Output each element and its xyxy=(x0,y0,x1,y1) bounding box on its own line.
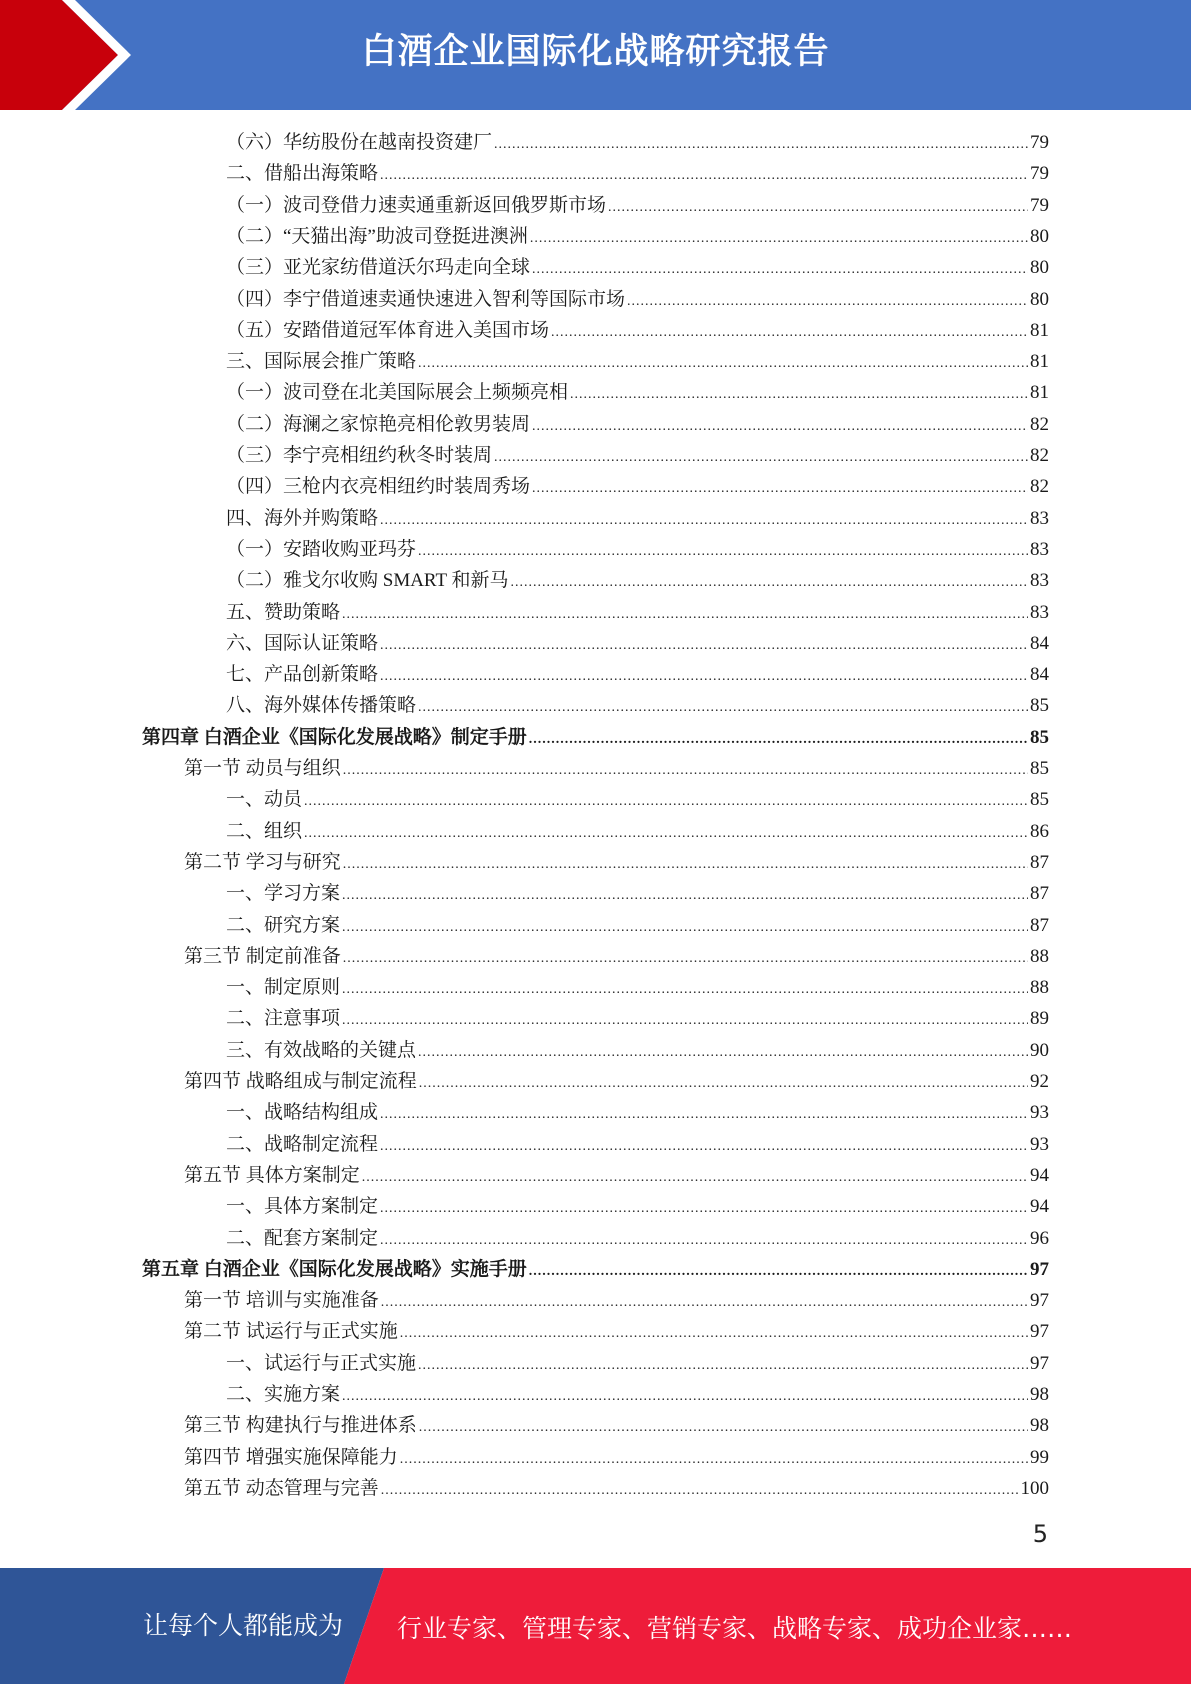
toc-entry-title: 第四章 白酒企业《国际化发展战略》制定手册 xyxy=(142,726,527,748)
toc-entry-row[interactable] xyxy=(226,565,1049,596)
toc-entry-title: 第四节 战略组成与制定流程 xyxy=(184,1071,417,1092)
toc-page-number: 87 xyxy=(1030,851,1049,873)
toc-entry-title: 五、赞助策略 xyxy=(226,601,341,623)
toc-dot-leader xyxy=(342,880,1028,911)
toc-section-row[interactable] xyxy=(184,1285,1049,1316)
toc-entry-title: 第五节 动态管理与完善 xyxy=(184,1477,379,1499)
toc-dot-leader xyxy=(418,1037,1028,1068)
toc-dot-leader xyxy=(400,1444,1028,1475)
toc-dot-leader xyxy=(494,442,1028,473)
toc-entry-row[interactable] xyxy=(226,284,1049,315)
toc-page-number: 99 xyxy=(1030,1446,1049,1468)
toc-page-number: 88 xyxy=(1030,977,1049,999)
toc-dot-leader xyxy=(380,1193,1028,1224)
toc-entry-title: （六）华纺股份在越南投资建厂 xyxy=(226,132,493,153)
toc-entry-title: （五）安踏借道冠军体育进入美国市场 xyxy=(226,319,550,341)
toc-entry-title: 第三节 构建执行与推进体系 xyxy=(184,1415,417,1437)
toc-entry-title: 四、海外并购策略 xyxy=(226,507,379,529)
page-header xyxy=(0,0,1191,110)
toc-entry-title: （一）安踏收购亚玛芬 xyxy=(226,538,417,560)
toc-dot-leader xyxy=(570,379,1028,410)
toc-page-number: 98 xyxy=(1030,1415,1049,1437)
toc-dot-leader xyxy=(343,755,1028,786)
toc-entry-title: 第五章 白酒企业《国际化发展战略》实施手册 xyxy=(142,1258,527,1280)
toc-entry-title: 二、组织 xyxy=(226,820,303,842)
toc-dot-leader xyxy=(381,1287,1028,1318)
toc-page-number: 87 xyxy=(1030,914,1049,936)
toc-chapter-row[interactable] xyxy=(142,1254,1049,1285)
toc-entry-title: 二、实施方案 xyxy=(226,1384,341,1405)
toc-dot-leader xyxy=(342,1005,1028,1036)
toc-dot-leader xyxy=(380,160,1028,191)
toc-page-number: 85 xyxy=(1030,726,1049,748)
toc-entry-row[interactable] xyxy=(226,409,1049,440)
toc-entry-title: 二、借船出海策略 xyxy=(226,163,379,185)
toc-entry-row[interactable] xyxy=(226,597,1049,628)
toc-dot-leader xyxy=(418,1350,1028,1381)
toc-entry-row[interactable] xyxy=(226,1129,1049,1160)
toc-page-number: 92 xyxy=(1030,1071,1049,1092)
toc-page-number: 80 xyxy=(1030,288,1049,310)
toc-entry-title: （二）海澜之家惊艳亮相伦敦男装周 xyxy=(226,413,531,435)
toc-page-number: 89 xyxy=(1030,1008,1049,1030)
footer-slogan-left: 让每个人都能成为 xyxy=(143,1611,344,1640)
toc-dot-leader xyxy=(551,317,1028,348)
toc-section-row[interactable] xyxy=(184,1442,1049,1473)
toc-page-number: 100 xyxy=(1020,1477,1049,1499)
toc-dot-leader xyxy=(343,943,1028,974)
toc-entry-row[interactable] xyxy=(226,1003,1049,1034)
toc-page-number: 94 xyxy=(1030,1196,1049,1218)
toc-page-number: 80 xyxy=(1030,225,1049,247)
toc-entry-title: 一、动员 xyxy=(226,789,303,811)
toc-page-number: 84 xyxy=(1030,632,1049,654)
toc-section-row[interactable] xyxy=(184,753,1049,784)
toc-entry-title: 一、具体方案制定 xyxy=(226,1196,379,1218)
toc-dot-leader xyxy=(343,849,1028,880)
toc-dot-leader xyxy=(532,254,1028,285)
toc-dot-leader xyxy=(510,567,1028,598)
toc-section-row[interactable] xyxy=(184,1410,1049,1441)
toc-section-row[interactable] xyxy=(184,1316,1049,1347)
toc-page-number: 97 xyxy=(1030,1258,1049,1280)
toc-entry-title: 二、注意事项 xyxy=(226,1008,341,1030)
toc-entry-title: 一、学习方案 xyxy=(226,883,341,905)
toc-page-number: 81 xyxy=(1030,382,1049,404)
toc-dot-leader xyxy=(342,912,1028,943)
toc-page-number: 90 xyxy=(1030,1039,1049,1061)
toc-entry-row[interactable] xyxy=(226,315,1049,346)
page-footer xyxy=(0,1568,1191,1684)
toc-entry-title: 第五节 具体方案制定 xyxy=(184,1164,360,1186)
toc-entry-row[interactable] xyxy=(226,690,1049,721)
toc-entry-title: （一）波司登借力速卖通重新返回俄罗斯市场 xyxy=(226,194,607,216)
toc-entry-title: 一、战略结构组成 xyxy=(226,1102,379,1124)
toc-entry-row[interactable] xyxy=(226,503,1049,534)
toc-dot-leader xyxy=(304,818,1028,849)
toc-entry-row[interactable] xyxy=(226,127,1049,158)
toc-entry-row[interactable] xyxy=(226,377,1049,408)
toc-dot-leader xyxy=(380,505,1028,536)
toc-page-number: 97 xyxy=(1030,1321,1049,1343)
toc-page-number: 85 xyxy=(1030,789,1049,811)
toc-page-number: 81 xyxy=(1030,351,1049,373)
toc-entry-row[interactable] xyxy=(226,252,1049,283)
toc-entry-title: 第二节 试运行与正式实施 xyxy=(184,1321,398,1343)
toc-entry-title: （二）雅戈尔收购 SMART 和新马 xyxy=(226,570,509,592)
toc-page-number: 82 xyxy=(1030,413,1049,435)
toc-entry-title: （三）亚光家纺借道沃尔玛走向全球 xyxy=(226,257,531,279)
toc-entry-title: 一、制定原则 xyxy=(226,977,341,999)
toc-entry-title: 第四节 增强实施保障能力 xyxy=(184,1446,398,1468)
toc-entry-row[interactable] xyxy=(226,1191,1049,1222)
toc-entry-title: 一、试运行与正式实施 xyxy=(226,1352,417,1374)
toc-page-number: 87 xyxy=(1030,883,1049,905)
toc-entry-row[interactable] xyxy=(226,784,1049,815)
toc-section-row[interactable] xyxy=(184,1066,1049,1097)
toc-entry-row[interactable] xyxy=(226,972,1049,1003)
toc-dot-leader xyxy=(532,411,1028,442)
toc-entry-title: 三、国际展会推广策略 xyxy=(226,351,417,373)
toc-dot-leader xyxy=(419,1412,1028,1443)
toc-page-number: 93 xyxy=(1030,1102,1049,1124)
toc-dot-leader xyxy=(380,1099,1028,1130)
toc-page-number: 84 xyxy=(1030,664,1049,686)
toc-page-number: 85 xyxy=(1030,695,1049,717)
toc-page-number: 79 xyxy=(1030,163,1049,185)
toc-page-number: 96 xyxy=(1030,1227,1049,1249)
toc-entry-row[interactable] xyxy=(226,158,1049,189)
toc-dot-leader xyxy=(304,786,1028,817)
toc-dot-leader xyxy=(494,129,1028,160)
toc-dot-leader xyxy=(380,1225,1028,1256)
toc-dot-leader xyxy=(419,1068,1028,1099)
toc-page-number: 79 xyxy=(1030,194,1049,216)
toc-dot-leader xyxy=(381,1475,1019,1506)
toc-entry-title: 二、配套方案制定 xyxy=(226,1227,379,1249)
toc-dot-leader xyxy=(418,536,1028,567)
toc-entry-title: 三、有效战略的关键点 xyxy=(226,1039,417,1061)
toc-page-number: 81 xyxy=(1030,319,1049,341)
toc-entry-title: （四）李宁借道速卖通快速进入智利等国际市场 xyxy=(226,288,626,310)
toc-entry-row[interactable] xyxy=(226,1379,1049,1410)
toc-page-number: 86 xyxy=(1030,820,1049,842)
toc-entry-row[interactable] xyxy=(226,816,1049,847)
toc-dot-leader xyxy=(529,724,1028,755)
report-title: 白酒企业国际化战略研究报告 xyxy=(361,32,830,72)
toc-entry-title: 第三节 制定前准备 xyxy=(184,945,341,967)
toc-page-number: 82 xyxy=(1030,476,1049,498)
toc-entry-title: 八、海外媒体传播策略 xyxy=(226,695,417,717)
toc-chapter-row[interactable] xyxy=(142,722,1049,753)
toc-entry-row[interactable] xyxy=(226,659,1049,690)
toc-entry-title: 二、战略制定流程 xyxy=(226,1133,379,1155)
toc-entry-title: （二）“天猫出海”助波司登挺进澳洲 xyxy=(226,225,528,247)
toc-dot-leader xyxy=(532,473,1028,504)
toc-entry-title: 第一节 动员与组织 xyxy=(184,758,341,779)
footer-slogan-right: 行业专家、管理专家、营销专家、战略专家、成功企业家…… xyxy=(397,1614,1073,1643)
toc-entry-row[interactable] xyxy=(226,628,1049,659)
toc-page-number: 83 xyxy=(1030,507,1049,529)
toc-entry-row[interactable] xyxy=(226,346,1049,377)
toc-dot-leader xyxy=(529,1256,1028,1287)
toc-page-number: 83 xyxy=(1030,570,1049,592)
toc-entry-title: （三）李宁亮相纽约秋冬时装周 xyxy=(226,445,493,466)
toc-page-number: 85 xyxy=(1030,758,1049,779)
toc-entry-title: （一）波司登在北美国际展会上频频亮相 xyxy=(226,382,569,404)
toc-dot-leader xyxy=(342,599,1028,630)
toc-page-number: 83 xyxy=(1030,601,1049,623)
toc-entry-row[interactable] xyxy=(226,910,1049,941)
toc-entry-title: 第一节 培训与实施准备 xyxy=(184,1290,379,1312)
toc-page-number: 94 xyxy=(1030,1164,1049,1186)
toc-dot-leader xyxy=(342,1381,1028,1412)
page-number: 5 xyxy=(1032,1520,1048,1548)
toc-page-number: 80 xyxy=(1030,257,1049,279)
toc-dot-leader xyxy=(342,974,1028,1005)
toc-dot-leader xyxy=(400,1318,1028,1349)
toc-entry-title: 六、国际认证策略 xyxy=(226,632,379,654)
toc-entry-title: 二、研究方案 xyxy=(226,914,341,936)
toc-section-row[interactable] xyxy=(184,941,1049,972)
toc-entry-title: （四）三枪内衣亮相纽约时装周秀场 xyxy=(226,476,531,498)
toc-dot-leader xyxy=(380,1131,1028,1162)
toc-page-number: 97 xyxy=(1030,1352,1049,1374)
toc-entry-row[interactable] xyxy=(226,221,1049,252)
toc-dot-leader xyxy=(362,1162,1028,1193)
toc-entry-row[interactable] xyxy=(226,878,1049,909)
toc-dot-leader xyxy=(608,192,1028,223)
toc-page-number: 79 xyxy=(1030,132,1049,153)
toc-section-row[interactable] xyxy=(184,1160,1049,1191)
toc-entry-row[interactable] xyxy=(226,1097,1049,1128)
toc-entry-title: 七、产品创新策略 xyxy=(226,664,379,686)
toc-dot-leader xyxy=(627,286,1028,317)
toc-page-number: 82 xyxy=(1030,445,1049,466)
toc-dot-leader xyxy=(380,630,1028,661)
toc-dot-leader xyxy=(530,223,1028,254)
toc-dot-leader xyxy=(418,348,1028,379)
toc-entry-row[interactable] xyxy=(226,440,1049,471)
toc-page-number: 98 xyxy=(1030,1384,1049,1405)
toc-page-number: 83 xyxy=(1030,538,1049,560)
toc-section-row[interactable] xyxy=(184,1473,1049,1504)
toc-dot-leader xyxy=(380,661,1028,692)
toc-entry-title: 第二节 学习与研究 xyxy=(184,851,341,873)
toc-entry-row[interactable] xyxy=(226,1223,1049,1254)
toc-entry-row[interactable] xyxy=(226,471,1049,502)
toc-page-number: 97 xyxy=(1030,1290,1049,1312)
toc-page-number: 88 xyxy=(1030,945,1049,967)
toc-section-row[interactable] xyxy=(184,847,1049,878)
toc-dot-leader xyxy=(418,692,1028,723)
toc-entry-row[interactable] xyxy=(226,1035,1049,1066)
toc-entry-row[interactable] xyxy=(226,1348,1049,1379)
toc-entry-row[interactable] xyxy=(226,190,1049,221)
toc-entry-row[interactable] xyxy=(226,534,1049,565)
toc-page-number: 93 xyxy=(1030,1133,1049,1155)
